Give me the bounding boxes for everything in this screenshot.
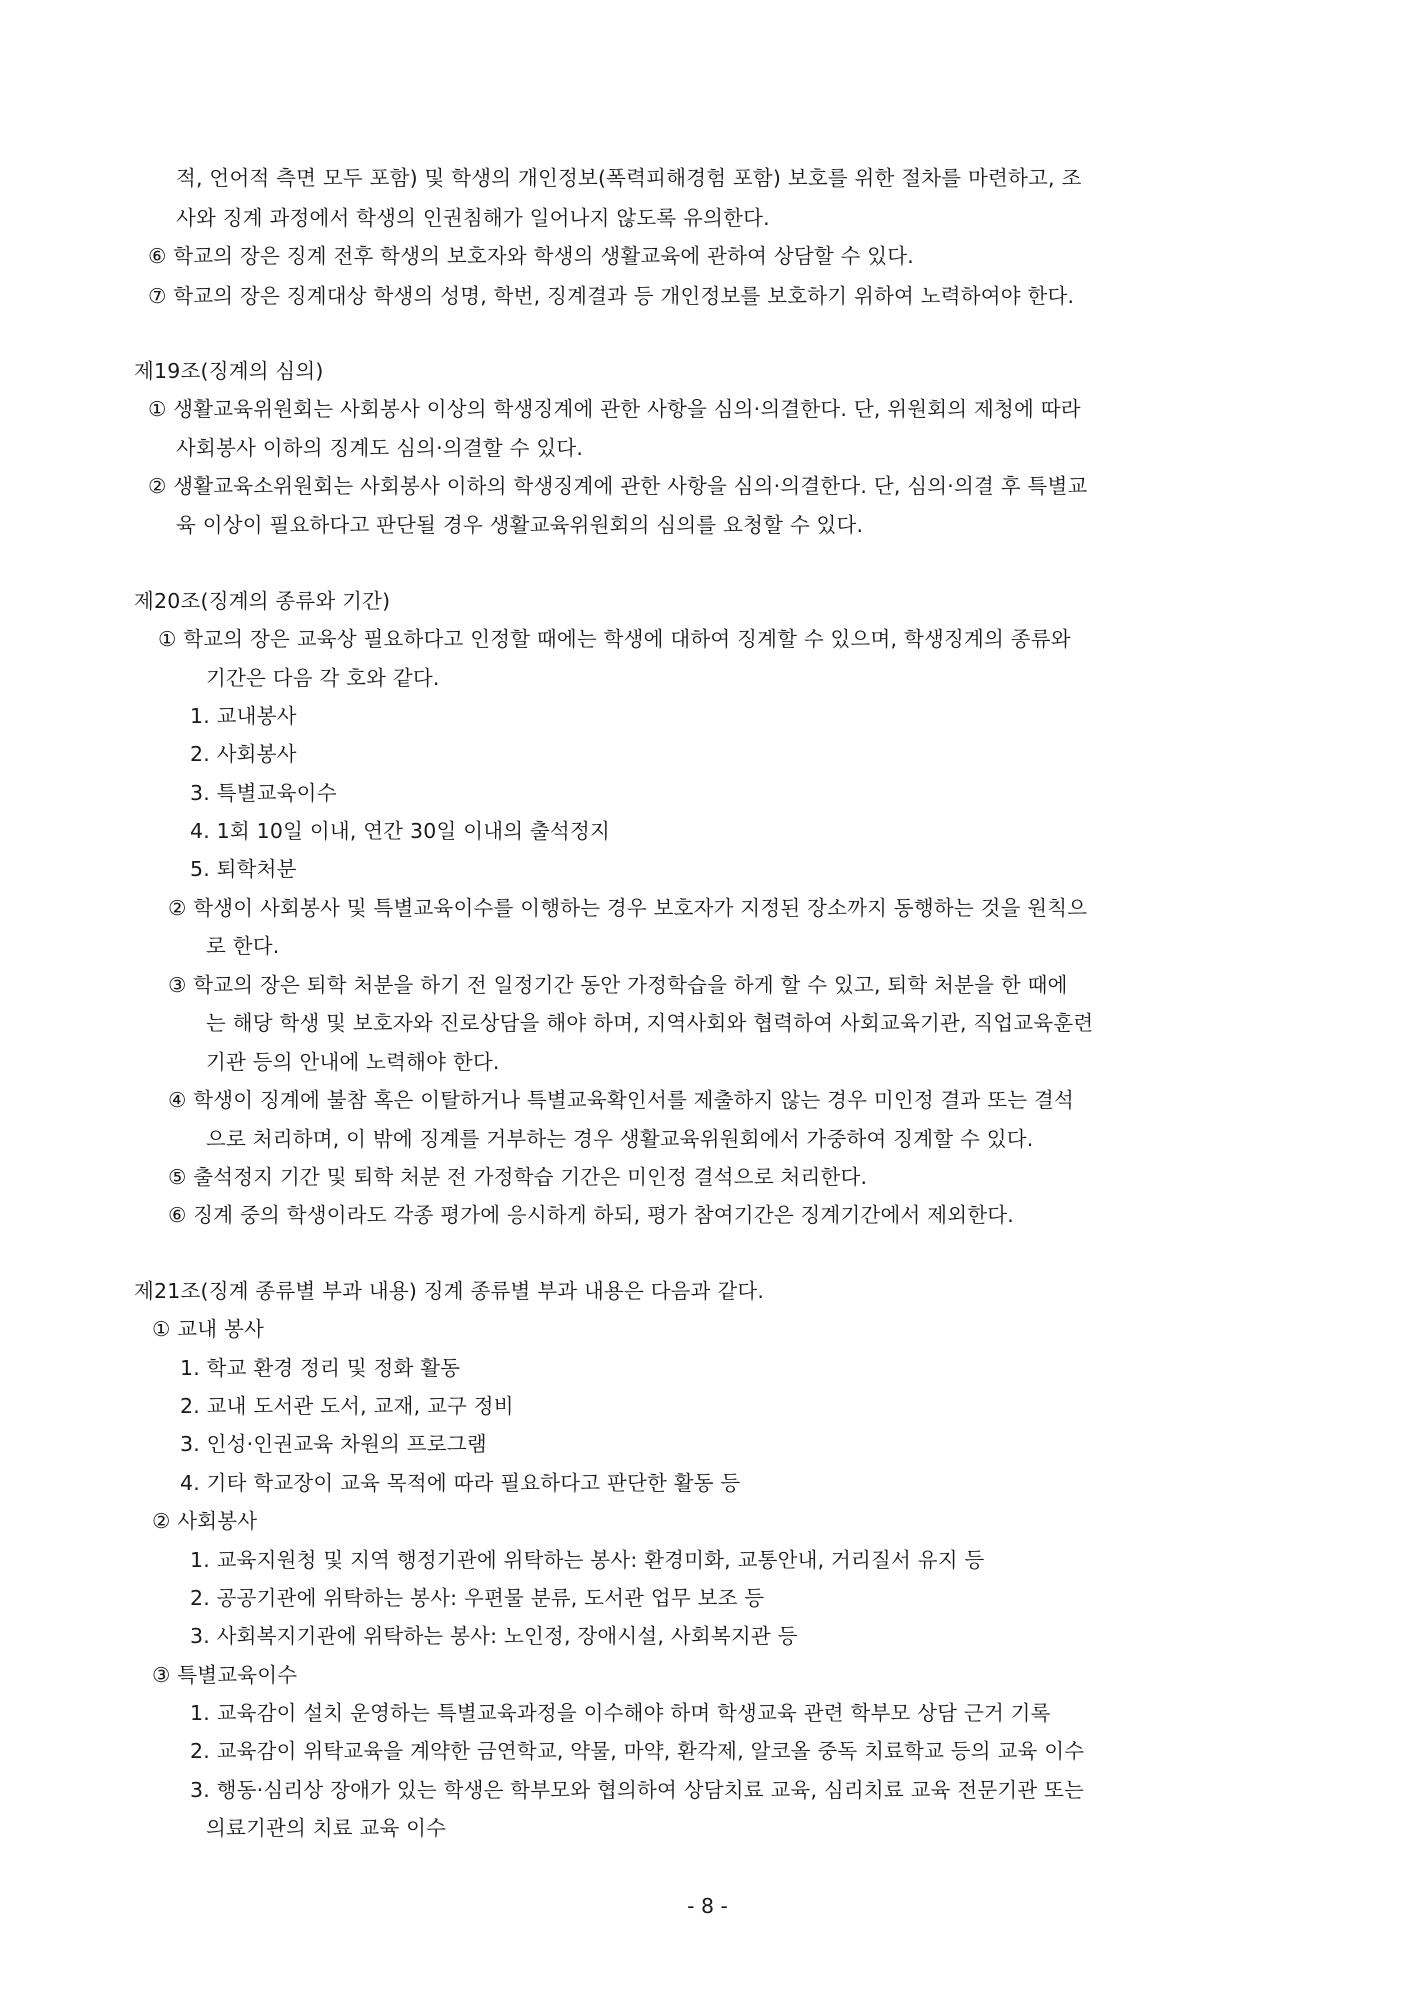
list-item: 2. 공공기관에 위탁하는 봉사: 우편물 분류, 도서관 업무 보조 등 (190, 1586, 765, 1610)
paragraph-item: ① 학교의 장은 교육상 필요하다고 인정할 때에는 학생에 대하여 징계할 수 있으며, 학생징계의 종류와 (158, 627, 1071, 651)
paragraph-item: ② 학생이 사회봉사 및 특별교육이수를 이행하는 경우 보호자가 지정된 장소까지 동행하는 것을 원칙으 (168, 896, 1088, 920)
article-20-title: 제20조(징계의 종류와 기간) (134, 589, 391, 613)
list-item: 3. 특별교육이수 (190, 781, 337, 805)
paragraph-item: ② 생활교육소위원회는 사회봉사 이하의 학생징계에 관한 사항을 심의·의결한다. 단, 심의·의결 후 특별교 (148, 474, 1088, 498)
paragraph-item: ⑤ 출석정지 기간 및 퇴학 처분 전 가정학습 기간은 미인정 결석으로 처리한다. (168, 1165, 868, 1189)
page-number: - 8 - (687, 1894, 728, 1918)
paragraph-item: ④ 학생이 징계에 불참 혹은 이탈하거나 특별교육확인서를 제출하지 않는 경우 미인정 결과 또는 결석 (168, 1088, 1075, 1112)
paragraph-item: ⑥ 학교의 장은 징계 전후 학생의 보호자와 학생의 생활교육에 관하여 상담할 수 있다. (148, 244, 914, 268)
list-item: 3. 행동·심리상 장애가 있는 학생은 학부모와 협의하여 상담치료 교육, 심리치료 교육 전문기관 또는 (190, 1778, 1085, 1802)
list-item: 1. 교육감이 설치 운영하는 특별교육과정을 이수해야 하며 학생교육 관련 학부모 상담 근거 기록 (190, 1701, 1051, 1725)
paragraph-item: ⑥ 징계 중의 학생이라도 각종 평가에 응시하게 하되, 평가 참여기간은 징계기간에서 제외한다. (168, 1203, 1014, 1227)
paragraph-line: 기간은 다음 각 호와 같다. (206, 666, 440, 690)
list-item: 2. 사회봉사 (190, 742, 297, 766)
paragraph-item: ① 생활교육위원회는 사회봉사 이상의 학생징계에 관한 사항을 심의·의결한다. 단, 위원회의 제청에 따라 (148, 397, 1081, 421)
list-item: 5. 퇴학처분 (190, 857, 297, 881)
paragraph-line: 기관 등의 안내에 노력해야 한다. (206, 1050, 500, 1074)
paragraph-line: 는 해당 학생 및 보호자와 진로상담을 해야 하며, 지역사회와 협력하여 사회교육기관, 직업교육훈련 (206, 1011, 1094, 1035)
paragraph-line: 로 한다. (206, 934, 280, 958)
paragraph-line: 의료기관의 치료 교육 이수 (206, 1816, 447, 1840)
article-21-title: 제21조(징계 종류별 부과 내용) 징계 종류별 부과 내용은 다음과 같다. (134, 1279, 765, 1303)
list-item: 1. 교육지원청 및 지역 행정기관에 위탁하는 봉사: 환경미화, 교통안내, 거리질서 유지 등 (190, 1548, 985, 1572)
list-item: 4. 기타 학교장이 교육 목적에 따라 필요하다고 판단한 활동 등 (180, 1471, 741, 1495)
list-item: 3. 인성·인권교육 차원의 프로그램 (180, 1432, 487, 1456)
list-item: 1. 학교 환경 정리 및 정화 활동 (180, 1356, 461, 1380)
list-item: 2. 교내 도서관 도서, 교재, 교구 정비 (180, 1394, 514, 1418)
section-heading: ① 교내 봉사 (152, 1317, 265, 1341)
section-heading: ② 사회봉사 (152, 1509, 258, 1533)
article-19-title: 제19조(징계의 심의) (134, 359, 324, 383)
paragraph-item: ③ 학교의 장은 퇴학 처분을 하기 전 일정기간 동안 가정학습을 하게 할 수 있고, 퇴학 처분을 한 때에 (168, 973, 1068, 997)
paragraph-item: ⑦ 학교의 장은 징계대상 학생의 성명, 학번, 징계결과 등 개인정보를 보호하기 위하여 노력하여야 한다. (148, 284, 1075, 308)
list-item: 2. 교육감이 위탁교육을 계약한 금연학교, 약물, 마약, 환각제, 알코올 중독 치료학교 등의 교육 이수 (190, 1739, 1085, 1763)
continuation-line: 사와 징계 과정에서 학생의 인권침해가 일어나지 않도록 유의한다. (176, 206, 770, 230)
paragraph-line: 사회봉사 이하의 징계도 심의·의결할 수 있다. (176, 436, 584, 460)
list-item: 4. 1회 10일 이내, 연간 30일 이내의 출석정지 (190, 819, 610, 843)
list-item: 1. 교내봉사 (190, 704, 297, 728)
continuation-line: 적, 언어적 측면 모두 포함) 및 학생의 개인정보(폭력피해경험 포함) 보호를 위한 절차를 마련하고, 조 (176, 166, 1082, 190)
section-heading: ③ 특별교육이수 (152, 1663, 298, 1687)
paragraph-line: 으로 처리하며, 이 밖에 징계를 거부하는 경우 생활교육위원회에서 가중하여 징계할 수 있다. (206, 1127, 1034, 1151)
list-item: 3. 사회복지기관에 위탁하는 봉사: 노인정, 장애시설, 사회복지관 등 (190, 1624, 798, 1648)
paragraph-line: 육 이상이 필요하다고 판단될 경우 생활교육위원회의 심의를 요청할 수 있다. (176, 513, 864, 537)
